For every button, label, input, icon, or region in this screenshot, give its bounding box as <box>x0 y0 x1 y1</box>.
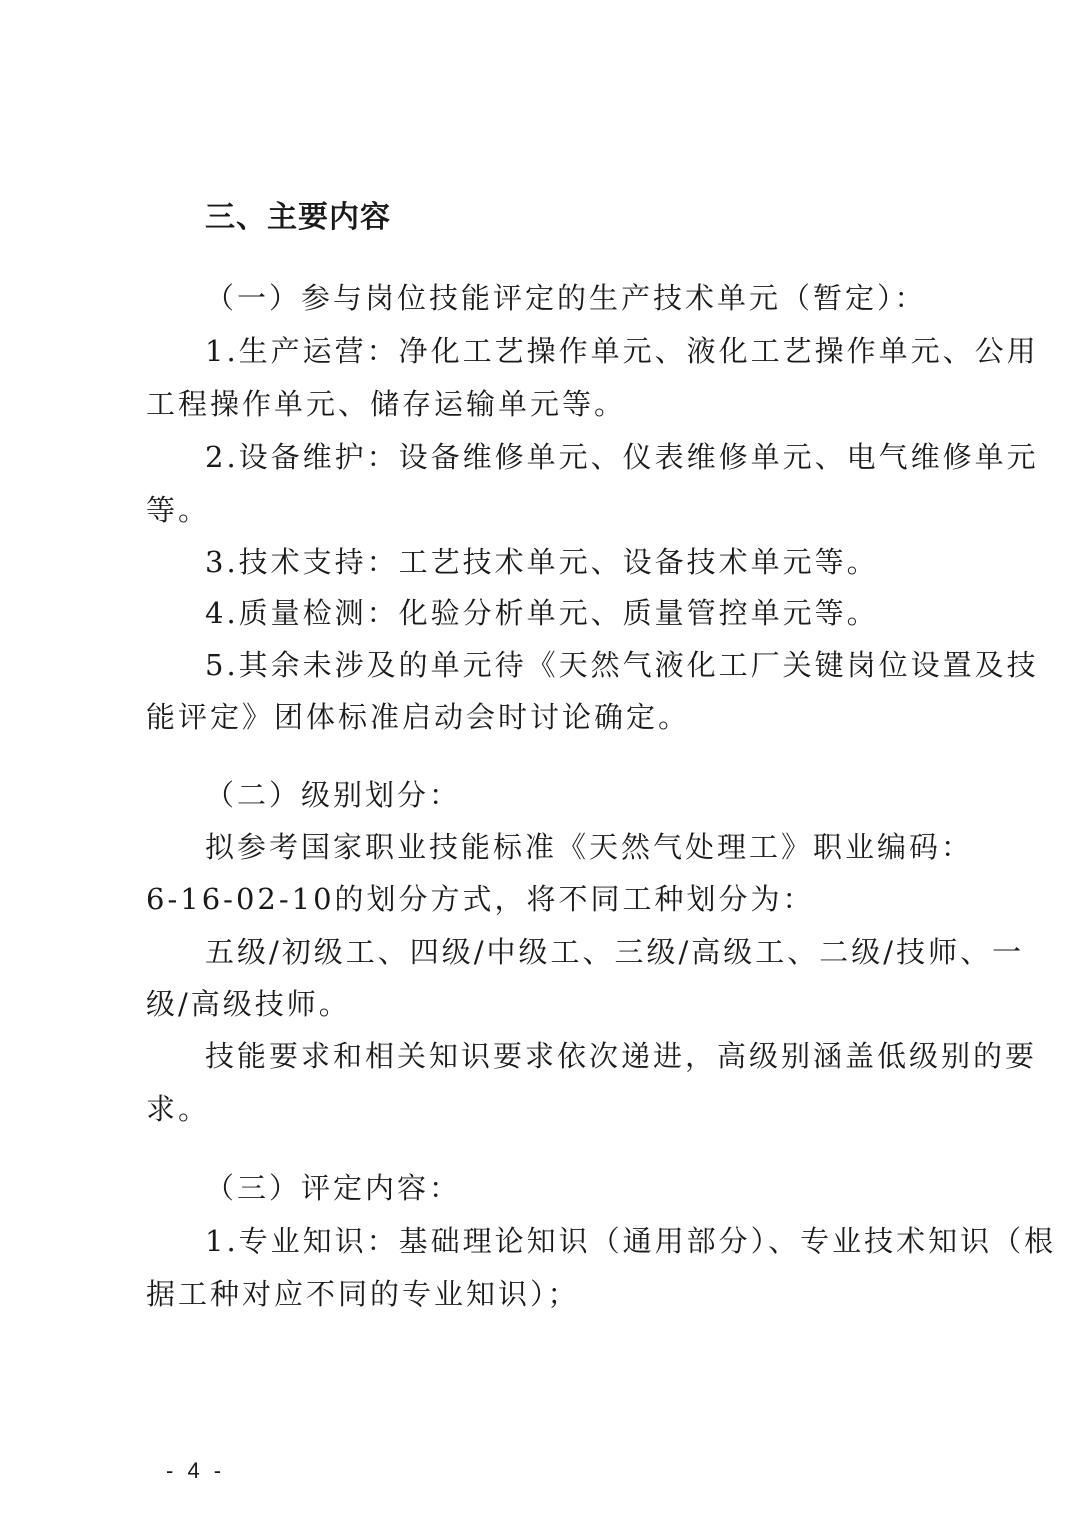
paragraph-line: 技能要求和相关知识要求依次递进，高级别涵盖低级别的要 <box>205 1039 1038 1073</box>
paragraph-line: 求。 <box>146 1092 211 1126</box>
page-number: - 4 - <box>166 1458 226 1483</box>
paragraph-line: 能评定》团体标准启动会时讨论确定。 <box>146 700 691 734</box>
subsection-heading-1: （一）参与岗位技能评定的生产技术单元（暂定）： <box>205 281 927 315</box>
paragraph-line: 5.其余未涉及的单元待《天然气液化工厂关键岗位设置及技 <box>205 648 1039 682</box>
paragraph-line: 6-16-02-10的划分方式，将不同工种划分为： <box>146 882 815 916</box>
paragraph-line: 据工种对应不同的专业知识）； <box>146 1277 580 1311</box>
paragraph-line: 五级/初级工、四级/中级工、三级/高级工、二级/技师、一 <box>205 935 1025 969</box>
subsection-heading-2: （二）级别划分： <box>205 778 462 812</box>
paragraph-line: 3.技术支持：工艺技术单元、设备技术单元等。 <box>205 545 879 579</box>
subsection-heading-3: （三）评定内容： <box>205 1171 462 1205</box>
paragraph-line: 拟参考国家职业技能标准《天然气处理工》职业编码： <box>205 830 974 864</box>
paragraph-line: 1.生产运营：净化工艺操作单元、液化工艺操作单元、公用 <box>205 334 1039 368</box>
section-title: 三、主要内容 <box>205 200 391 235</box>
paragraph-line: 4.质量检测：化验分析单元、质量管控单元等。 <box>205 596 879 630</box>
paragraph-line: 等。 <box>146 493 211 527</box>
paragraph-line: 级/高级技师。 <box>146 987 351 1021</box>
paragraph-line: 工程操作单元、储存运输单元等。 <box>146 387 627 421</box>
paragraph-line: 2.设备维护：设备维修单元、仪表维修单元、电气维修单元 <box>205 440 1039 474</box>
paragraph-line: 1.专业知识：基础理论知识（通用部分）、专业技术知识（根 <box>205 1224 1057 1258</box>
